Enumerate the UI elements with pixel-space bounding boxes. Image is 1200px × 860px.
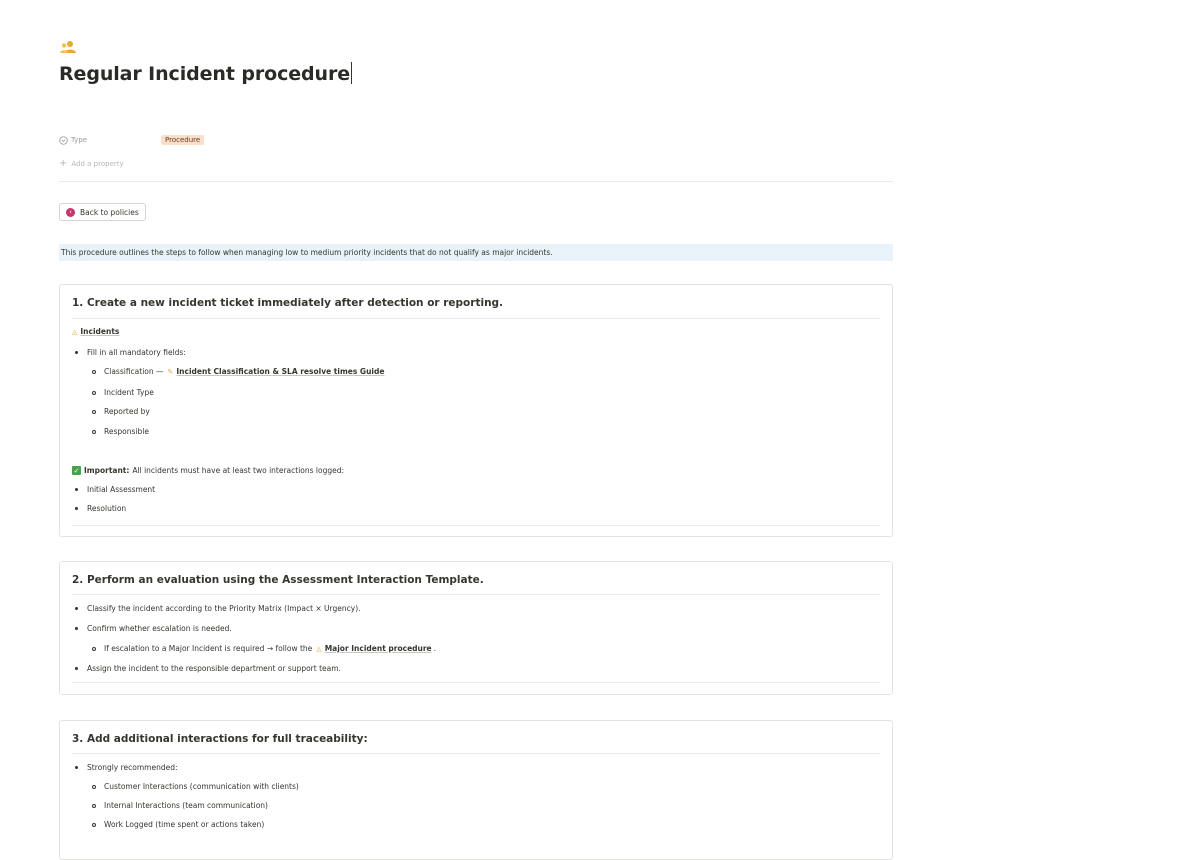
- incident-type-text: Incident Type: [104, 388, 154, 397]
- back-to-policies-button[interactable]: [59, 203, 146, 221]
- property-type-label: Type: [71, 136, 88, 144]
- list-item: [72, 763, 178, 772]
- bullet: [92, 785, 96, 789]
- list-item: [92, 427, 149, 436]
- callout-text: This procedure outlines the steps to follow when managing low to medium priority incidents that do not qualify as major incidents.: [61, 248, 553, 257]
- classify-text: Classify the incident according to the Priority Matrix (Impact × Urgency).: [87, 604, 361, 613]
- arrow-left-circle-icon: ‹: [66, 208, 75, 217]
- bullet: [75, 607, 78, 610]
- list-item: [92, 801, 268, 810]
- bullet: [75, 766, 78, 769]
- customer-text: Customer Interactions (communication with clients): [104, 782, 299, 791]
- plus-icon: +: [59, 158, 68, 169]
- work-text: Work Logged (time spent or actions taken): [104, 820, 265, 829]
- bullet: [75, 488, 78, 491]
- divider: [72, 318, 880, 319]
- divider: [59, 181, 893, 182]
- major-incident-link[interactable]: Major Incident procedure: [324, 644, 432, 653]
- strongly-text: Strongly recommended:: [87, 763, 178, 772]
- list-item: [92, 367, 384, 376]
- divider: [72, 753, 880, 754]
- list-item: [92, 820, 264, 829]
- chevron-circle-icon: [59, 136, 68, 145]
- bullet: [92, 370, 96, 374]
- page-title[interactable]: [59, 62, 352, 85]
- text-caret: [351, 62, 352, 84]
- confirm-text: Confirm whether escalation is needed.: [87, 624, 232, 633]
- important-note: [72, 466, 344, 475]
- step-3-heading: 3. Add additional interactions for full traceability:: [72, 733, 368, 745]
- step-3-card: [59, 720, 893, 860]
- incidents-link-row[interactable]: [72, 327, 119, 336]
- bullet: [92, 647, 96, 651]
- responsible-text: Responsible: [104, 427, 149, 436]
- divider: [72, 525, 880, 526]
- important-label: Important:: [84, 466, 130, 475]
- bullet: [92, 410, 96, 414]
- list-item: [92, 407, 150, 416]
- bullet: [75, 667, 78, 670]
- bullet: [75, 627, 78, 630]
- list-item: [72, 604, 361, 613]
- classification-prefix: Classification —: [104, 367, 164, 376]
- bullet: [75, 351, 78, 354]
- step-1-card: [59, 284, 893, 537]
- list-item: [72, 504, 126, 513]
- escalation-suffix: .: [433, 644, 437, 653]
- list-item: [92, 388, 154, 397]
- classification-guide-link[interactable]: Incident Classification & SLA resolve times Guide: [176, 367, 385, 376]
- list-item: [72, 485, 155, 494]
- property-type-row[interactable]: [59, 134, 204, 146]
- bullet: [92, 391, 96, 395]
- internal-text: Internal Interactions (team communication): [104, 801, 268, 810]
- list-item: [72, 664, 341, 673]
- page-link-icon: ✎: [167, 367, 174, 376]
- escalation-prefix: If escalation to a Major Incident is required → follow the: [104, 644, 313, 653]
- type-tag[interactable]: Procedure: [161, 135, 204, 145]
- checkmark-icon: ✓: [73, 466, 80, 475]
- reported-by-text: Reported by: [104, 407, 150, 416]
- fill-fields-text: Fill in all mandatory fields:: [87, 348, 186, 357]
- initial-assessment-text: Initial Assessment: [87, 485, 156, 494]
- back-button-label: Back to policies: [80, 207, 139, 217]
- list-item: [72, 624, 232, 633]
- intro-callout: [59, 244, 893, 261]
- add-property-button[interactable]: [59, 158, 124, 169]
- incidents-link[interactable]: Incidents: [80, 327, 120, 336]
- important-text: All incidents must have at least two interactions logged:: [132, 466, 345, 475]
- page-title-text[interactable]: Regular Incident procedure: [59, 63, 351, 85]
- list-item: [92, 644, 436, 653]
- step-2-heading: 2. Perform an evaluation using the Assessment Interaction Template.: [72, 574, 484, 586]
- bullet: [75, 507, 78, 510]
- page-link-icon: ◬: [72, 327, 78, 336]
- page-link-icon: ◬: [316, 644, 322, 653]
- people-icon[interactable]: [59, 40, 77, 54]
- list-item: [92, 782, 299, 791]
- step-1-heading: 1. Create a new incident ticket immediately after detection or reporting.: [72, 297, 504, 309]
- divider: [72, 594, 880, 595]
- step-2-card: [59, 561, 893, 695]
- assign-text: Assign the incident to the responsible department or support team.: [87, 664, 341, 673]
- bullet: [92, 823, 96, 827]
- resolution-text: Resolution: [87, 504, 127, 513]
- bullet: [92, 804, 96, 808]
- bullet: [92, 430, 96, 434]
- add-property-label: Add a property: [71, 159, 124, 168]
- divider: [72, 682, 880, 683]
- list-item: [72, 348, 186, 357]
